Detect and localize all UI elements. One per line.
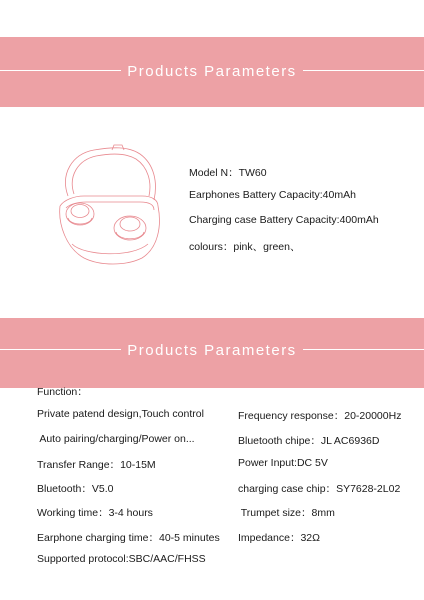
spec-value: 8mm xyxy=(311,507,335,519)
spec-label: Auto pairing/charging/Power on... xyxy=(37,433,195,445)
function-heading: Function： xyxy=(37,386,88,398)
spec-bluetooth xyxy=(37,481,113,496)
spec-label: charging case chip： xyxy=(238,483,337,495)
products-parameters-banner-bottom xyxy=(0,318,424,388)
spec-value: 32Ω xyxy=(300,532,320,544)
spec-earphone-battery xyxy=(189,189,356,201)
spec-transfer-range xyxy=(37,457,156,472)
banner-title-wrap xyxy=(0,63,424,80)
spec-colours xyxy=(189,239,300,254)
spec-frequency-response xyxy=(238,408,401,423)
spec-value: SBC/AAC/FHSS xyxy=(128,553,206,565)
spec-label: Supported protocol: xyxy=(37,553,129,565)
spec-protocol xyxy=(37,553,206,565)
spec-value: 40-5 minutes xyxy=(159,532,220,544)
spec-label: Private patend design,Touch control xyxy=(37,408,204,420)
spec-case-battery xyxy=(189,214,379,226)
spec-value: JL AC6936D xyxy=(320,435,380,447)
spec-auto-pairing xyxy=(37,433,195,445)
spec-power-input xyxy=(238,457,328,469)
spec-label: Transfer Range： xyxy=(37,459,121,471)
spec-model xyxy=(189,165,267,180)
spec-value: 10-15M xyxy=(120,459,156,471)
spec-label: Impedance： xyxy=(238,532,301,544)
spec-label: Earphone charging time： xyxy=(37,532,159,544)
spec-trumpet-size xyxy=(238,505,335,520)
banner-title: Products Parameters xyxy=(121,342,302,359)
spec-value: V5.0 xyxy=(91,483,114,495)
spec-label: Working time： xyxy=(37,507,109,519)
spec-value: 40mAh xyxy=(322,189,356,201)
spec-label: Charging case Battery Capacity: xyxy=(189,214,340,226)
spec-case-chip xyxy=(238,481,400,496)
spec-value: pink、green、 xyxy=(233,241,301,253)
spec-label: Frequency response： xyxy=(238,410,345,422)
banner-title-wrap xyxy=(0,342,424,359)
spec-charging-time xyxy=(37,530,220,545)
earbuds-case-illustration xyxy=(54,144,162,270)
spec-working-time xyxy=(37,505,153,520)
spec-design xyxy=(37,408,204,420)
spec-label: Bluetooth chipe： xyxy=(238,435,321,447)
spec-value: 3-4 hours xyxy=(108,507,153,519)
spec-bluetooth-chip xyxy=(238,433,379,448)
spec-value: DC 5V xyxy=(296,457,328,469)
spec-label: Trumpet size： xyxy=(238,507,312,519)
banner-title: Products Parameters xyxy=(121,63,302,80)
spec-value: SY7628-2L02 xyxy=(336,483,401,495)
spec-label: Model N： xyxy=(189,167,239,179)
spec-label: Power Input: xyxy=(238,457,297,469)
products-parameters-banner-top xyxy=(0,37,424,107)
spec-label: colours： xyxy=(189,241,234,253)
spec-label: Bluetooth： xyxy=(37,483,92,495)
spec-impedance xyxy=(238,530,320,545)
spec-label: Earphones Battery Capacity: xyxy=(189,189,323,201)
spec-value: 20-20000Hz xyxy=(344,410,402,422)
spec-value: 400mAh xyxy=(339,214,379,226)
spec-value: TW60 xyxy=(238,167,267,179)
